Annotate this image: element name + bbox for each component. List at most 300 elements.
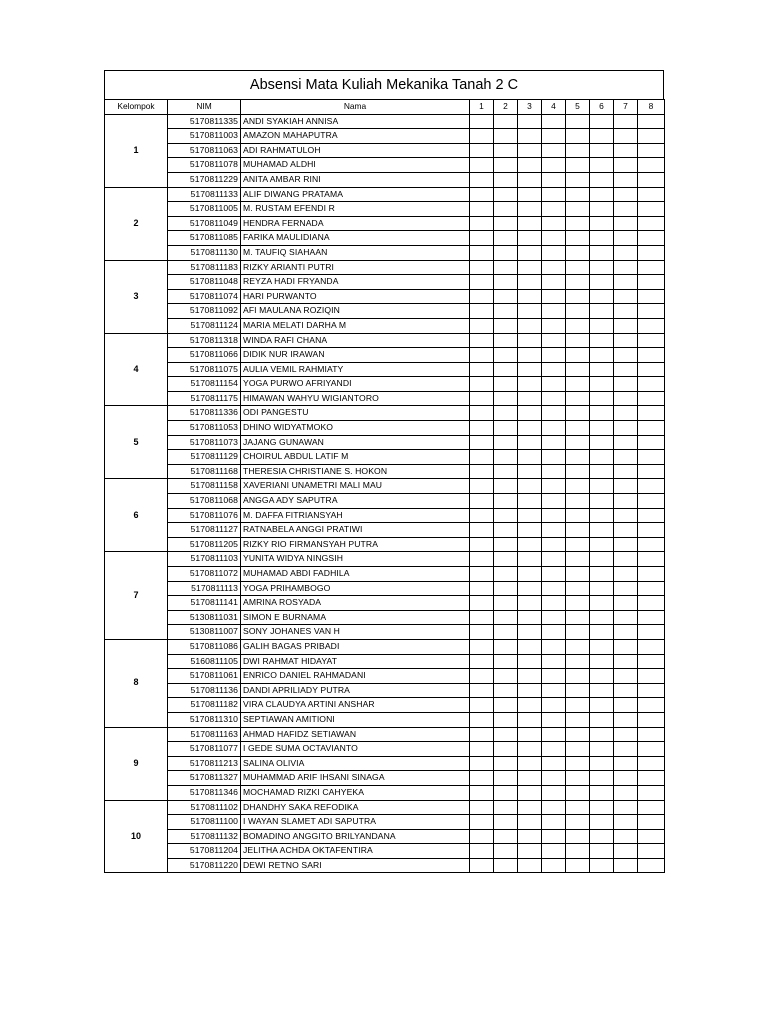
attendance-cell-session-2[interactable] <box>494 537 518 552</box>
attendance-cell-session-3[interactable] <box>518 771 542 786</box>
attendance-cell-session-8[interactable] <box>638 391 665 406</box>
attendance-cell-session-7[interactable] <box>614 275 638 290</box>
attendance-cell-session-2[interactable] <box>494 683 518 698</box>
attendance-cell-session-4[interactable] <box>542 523 566 538</box>
attendance-cell-session-7[interactable] <box>614 815 638 830</box>
attendance-cell-session-7[interactable] <box>614 435 638 450</box>
attendance-cell-session-7[interactable] <box>614 829 638 844</box>
attendance-cell-session-1[interactable] <box>470 464 494 479</box>
attendance-cell-session-5[interactable] <box>566 318 590 333</box>
attendance-cell-session-7[interactable] <box>614 654 638 669</box>
attendance-cell-session-1[interactable] <box>470 756 494 771</box>
attendance-cell-session-1[interactable] <box>470 771 494 786</box>
attendance-cell-session-4[interactable] <box>542 406 566 421</box>
attendance-cell-session-2[interactable] <box>494 800 518 815</box>
attendance-cell-session-1[interactable] <box>470 231 494 246</box>
attendance-cell-session-5[interactable] <box>566 523 590 538</box>
attendance-cell-session-1[interactable] <box>470 625 494 640</box>
attendance-cell-session-6[interactable] <box>590 464 614 479</box>
attendance-cell-session-2[interactable] <box>494 785 518 800</box>
attendance-cell-session-3[interactable] <box>518 858 542 873</box>
attendance-cell-session-8[interactable] <box>638 377 665 392</box>
attendance-cell-session-1[interactable] <box>470 114 494 129</box>
attendance-cell-session-4[interactable] <box>542 275 566 290</box>
attendance-cell-session-4[interactable] <box>542 858 566 873</box>
attendance-cell-session-3[interactable] <box>518 406 542 421</box>
attendance-cell-session-4[interactable] <box>542 508 566 523</box>
attendance-cell-session-8[interactable] <box>638 187 665 202</box>
attendance-cell-session-4[interactable] <box>542 172 566 187</box>
attendance-cell-session-8[interactable] <box>638 406 665 421</box>
attendance-cell-session-5[interactable] <box>566 596 590 611</box>
attendance-cell-session-7[interactable] <box>614 858 638 873</box>
attendance-cell-session-6[interactable] <box>590 742 614 757</box>
attendance-cell-session-1[interactable] <box>470 858 494 873</box>
attendance-cell-session-8[interactable] <box>638 785 665 800</box>
attendance-cell-session-4[interactable] <box>542 231 566 246</box>
attendance-cell-session-5[interactable] <box>566 771 590 786</box>
attendance-cell-session-4[interactable] <box>542 348 566 363</box>
attendance-cell-session-1[interactable] <box>470 406 494 421</box>
attendance-cell-session-8[interactable] <box>638 669 665 684</box>
attendance-cell-session-2[interactable] <box>494 712 518 727</box>
attendance-cell-session-1[interactable] <box>470 815 494 830</box>
attendance-cell-session-1[interactable] <box>470 450 494 465</box>
attendance-cell-session-5[interactable] <box>566 567 590 582</box>
attendance-cell-session-4[interactable] <box>542 479 566 494</box>
attendance-cell-session-2[interactable] <box>494 610 518 625</box>
attendance-cell-session-8[interactable] <box>638 771 665 786</box>
attendance-cell-session-4[interactable] <box>542 669 566 684</box>
attendance-cell-session-2[interactable] <box>494 435 518 450</box>
attendance-cell-session-5[interactable] <box>566 143 590 158</box>
attendance-cell-session-6[interactable] <box>590 756 614 771</box>
attendance-cell-session-2[interactable] <box>494 187 518 202</box>
attendance-cell-session-5[interactable] <box>566 114 590 129</box>
attendance-cell-session-4[interactable] <box>542 304 566 319</box>
attendance-cell-session-7[interactable] <box>614 683 638 698</box>
attendance-cell-session-4[interactable] <box>542 829 566 844</box>
attendance-cell-session-3[interactable] <box>518 494 542 509</box>
attendance-cell-session-1[interactable] <box>470 318 494 333</box>
attendance-cell-session-3[interactable] <box>518 712 542 727</box>
attendance-cell-session-1[interactable] <box>470 348 494 363</box>
attendance-cell-session-7[interactable] <box>614 406 638 421</box>
attendance-cell-session-3[interactable] <box>518 172 542 187</box>
attendance-cell-session-6[interactable] <box>590 435 614 450</box>
attendance-cell-session-7[interactable] <box>614 508 638 523</box>
attendance-cell-session-5[interactable] <box>566 654 590 669</box>
attendance-cell-session-4[interactable] <box>542 610 566 625</box>
attendance-cell-session-1[interactable] <box>470 523 494 538</box>
attendance-cell-session-7[interactable] <box>614 523 638 538</box>
attendance-cell-session-6[interactable] <box>590 479 614 494</box>
attendance-cell-session-8[interactable] <box>638 654 665 669</box>
attendance-cell-session-5[interactable] <box>566 756 590 771</box>
attendance-cell-session-1[interactable] <box>470 698 494 713</box>
attendance-cell-session-2[interactable] <box>494 216 518 231</box>
attendance-cell-session-6[interactable] <box>590 800 614 815</box>
attendance-cell-session-1[interactable] <box>470 669 494 684</box>
attendance-cell-session-6[interactable] <box>590 552 614 567</box>
attendance-cell-session-4[interactable] <box>542 596 566 611</box>
attendance-cell-session-7[interactable] <box>614 771 638 786</box>
attendance-cell-session-4[interactable] <box>542 435 566 450</box>
attendance-cell-session-7[interactable] <box>614 727 638 742</box>
attendance-cell-session-4[interactable] <box>542 216 566 231</box>
attendance-cell-session-3[interactable] <box>518 318 542 333</box>
attendance-cell-session-1[interactable] <box>470 260 494 275</box>
attendance-cell-session-1[interactable] <box>470 727 494 742</box>
attendance-cell-session-7[interactable] <box>614 231 638 246</box>
attendance-cell-session-7[interactable] <box>614 391 638 406</box>
attendance-cell-session-6[interactable] <box>590 377 614 392</box>
attendance-cell-session-3[interactable] <box>518 275 542 290</box>
attendance-cell-session-6[interactable] <box>590 523 614 538</box>
attendance-cell-session-6[interactable] <box>590 815 614 830</box>
attendance-cell-session-3[interactable] <box>518 742 542 757</box>
attendance-cell-session-5[interactable] <box>566 844 590 859</box>
attendance-cell-session-1[interactable] <box>470 362 494 377</box>
attendance-cell-session-5[interactable] <box>566 450 590 465</box>
attendance-cell-session-3[interactable] <box>518 785 542 800</box>
attendance-cell-session-2[interactable] <box>494 567 518 582</box>
attendance-cell-session-5[interactable] <box>566 800 590 815</box>
attendance-cell-session-6[interactable] <box>590 114 614 129</box>
attendance-cell-session-5[interactable] <box>566 464 590 479</box>
attendance-cell-session-6[interactable] <box>590 450 614 465</box>
attendance-cell-session-5[interactable] <box>566 348 590 363</box>
attendance-cell-session-5[interactable] <box>566 406 590 421</box>
attendance-cell-session-4[interactable] <box>542 815 566 830</box>
attendance-cell-session-3[interactable] <box>518 435 542 450</box>
attendance-cell-session-5[interactable] <box>566 129 590 144</box>
attendance-cell-session-2[interactable] <box>494 172 518 187</box>
attendance-cell-session-5[interactable] <box>566 245 590 260</box>
attendance-cell-session-8[interactable] <box>638 464 665 479</box>
attendance-cell-session-7[interactable] <box>614 581 638 596</box>
attendance-cell-session-2[interactable] <box>494 771 518 786</box>
attendance-cell-session-5[interactable] <box>566 639 590 654</box>
attendance-cell-session-2[interactable] <box>494 362 518 377</box>
attendance-cell-session-5[interactable] <box>566 712 590 727</box>
attendance-cell-session-7[interactable] <box>614 625 638 640</box>
attendance-cell-session-1[interactable] <box>470 712 494 727</box>
attendance-cell-session-3[interactable] <box>518 698 542 713</box>
attendance-cell-session-5[interactable] <box>566 391 590 406</box>
attendance-cell-session-4[interactable] <box>542 494 566 509</box>
attendance-cell-session-3[interactable] <box>518 727 542 742</box>
attendance-cell-session-6[interactable] <box>590 567 614 582</box>
attendance-cell-session-2[interactable] <box>494 844 518 859</box>
attendance-cell-session-5[interactable] <box>566 377 590 392</box>
attendance-cell-session-8[interactable] <box>638 450 665 465</box>
attendance-cell-session-7[interactable] <box>614 742 638 757</box>
attendance-cell-session-1[interactable] <box>470 129 494 144</box>
attendance-cell-session-7[interactable] <box>614 756 638 771</box>
attendance-cell-session-8[interactable] <box>638 639 665 654</box>
attendance-cell-session-3[interactable] <box>518 289 542 304</box>
attendance-cell-session-4[interactable] <box>542 698 566 713</box>
attendance-cell-session-7[interactable] <box>614 698 638 713</box>
attendance-cell-session-8[interactable] <box>638 581 665 596</box>
attendance-cell-session-7[interactable] <box>614 567 638 582</box>
attendance-cell-session-6[interactable] <box>590 406 614 421</box>
attendance-cell-session-8[interactable] <box>638 756 665 771</box>
attendance-cell-session-7[interactable] <box>614 596 638 611</box>
attendance-cell-session-6[interactable] <box>590 333 614 348</box>
attendance-cell-session-4[interactable] <box>542 639 566 654</box>
attendance-cell-session-2[interactable] <box>494 348 518 363</box>
attendance-cell-session-5[interactable] <box>566 158 590 173</box>
attendance-cell-session-6[interactable] <box>590 143 614 158</box>
attendance-cell-session-1[interactable] <box>470 377 494 392</box>
attendance-cell-session-7[interactable] <box>614 216 638 231</box>
attendance-cell-session-1[interactable] <box>470 742 494 757</box>
attendance-cell-session-1[interactable] <box>470 216 494 231</box>
attendance-cell-session-4[interactable] <box>542 202 566 217</box>
attendance-cell-session-2[interactable] <box>494 391 518 406</box>
attendance-cell-session-8[interactable] <box>638 523 665 538</box>
attendance-cell-session-5[interactable] <box>566 698 590 713</box>
attendance-cell-session-8[interactable] <box>638 318 665 333</box>
attendance-cell-session-8[interactable] <box>638 143 665 158</box>
attendance-cell-session-1[interactable] <box>470 508 494 523</box>
attendance-cell-session-2[interactable] <box>494 289 518 304</box>
attendance-cell-session-1[interactable] <box>470 172 494 187</box>
attendance-cell-session-3[interactable] <box>518 362 542 377</box>
attendance-cell-session-5[interactable] <box>566 289 590 304</box>
attendance-cell-session-6[interactable] <box>590 318 614 333</box>
attendance-cell-session-4[interactable] <box>542 537 566 552</box>
attendance-cell-session-5[interactable] <box>566 479 590 494</box>
attendance-cell-session-6[interactable] <box>590 289 614 304</box>
attendance-cell-session-6[interactable] <box>590 421 614 436</box>
attendance-cell-session-6[interactable] <box>590 245 614 260</box>
attendance-cell-session-4[interactable] <box>542 785 566 800</box>
attendance-cell-session-5[interactable] <box>566 829 590 844</box>
attendance-cell-session-8[interactable] <box>638 158 665 173</box>
attendance-cell-session-6[interactable] <box>590 172 614 187</box>
attendance-cell-session-7[interactable] <box>614 260 638 275</box>
attendance-cell-session-3[interactable] <box>518 829 542 844</box>
attendance-cell-session-8[interactable] <box>638 275 665 290</box>
attendance-cell-session-1[interactable] <box>470 683 494 698</box>
attendance-cell-session-4[interactable] <box>542 581 566 596</box>
attendance-cell-session-6[interactable] <box>590 654 614 669</box>
attendance-cell-session-1[interactable] <box>470 479 494 494</box>
attendance-cell-session-2[interactable] <box>494 552 518 567</box>
attendance-cell-session-5[interactable] <box>566 508 590 523</box>
attendance-cell-session-3[interactable] <box>518 552 542 567</box>
attendance-cell-session-1[interactable] <box>470 654 494 669</box>
attendance-cell-session-2[interactable] <box>494 231 518 246</box>
attendance-cell-session-3[interactable] <box>518 537 542 552</box>
attendance-cell-session-7[interactable] <box>614 464 638 479</box>
attendance-cell-session-5[interactable] <box>566 537 590 552</box>
attendance-cell-session-4[interactable] <box>542 654 566 669</box>
attendance-cell-session-7[interactable] <box>614 187 638 202</box>
attendance-cell-session-2[interactable] <box>494 479 518 494</box>
attendance-cell-session-1[interactable] <box>470 639 494 654</box>
attendance-cell-session-2[interactable] <box>494 596 518 611</box>
attendance-cell-session-8[interactable] <box>638 202 665 217</box>
attendance-cell-session-6[interactable] <box>590 610 614 625</box>
attendance-cell-session-6[interactable] <box>590 625 614 640</box>
attendance-cell-session-5[interactable] <box>566 727 590 742</box>
attendance-cell-session-3[interactable] <box>518 683 542 698</box>
attendance-cell-session-3[interactable] <box>518 800 542 815</box>
attendance-cell-session-4[interactable] <box>542 333 566 348</box>
attendance-cell-session-6[interactable] <box>590 216 614 231</box>
attendance-cell-session-4[interactable] <box>542 289 566 304</box>
attendance-cell-session-8[interactable] <box>638 610 665 625</box>
attendance-cell-session-8[interactable] <box>638 129 665 144</box>
attendance-cell-session-2[interactable] <box>494 464 518 479</box>
attendance-cell-session-2[interactable] <box>494 727 518 742</box>
attendance-cell-session-3[interactable] <box>518 216 542 231</box>
attendance-cell-session-7[interactable] <box>614 202 638 217</box>
attendance-cell-session-4[interactable] <box>542 421 566 436</box>
attendance-cell-session-4[interactable] <box>542 187 566 202</box>
attendance-cell-session-8[interactable] <box>638 829 665 844</box>
attendance-cell-session-5[interactable] <box>566 260 590 275</box>
attendance-cell-session-8[interactable] <box>638 858 665 873</box>
attendance-cell-session-5[interactable] <box>566 610 590 625</box>
attendance-cell-session-3[interactable] <box>518 654 542 669</box>
attendance-cell-session-2[interactable] <box>494 494 518 509</box>
attendance-cell-session-3[interactable] <box>518 158 542 173</box>
attendance-cell-session-8[interactable] <box>638 304 665 319</box>
attendance-cell-session-8[interactable] <box>638 216 665 231</box>
attendance-cell-session-7[interactable] <box>614 245 638 260</box>
attendance-cell-session-8[interactable] <box>638 435 665 450</box>
attendance-cell-session-2[interactable] <box>494 829 518 844</box>
attendance-cell-session-2[interactable] <box>494 245 518 260</box>
attendance-cell-session-5[interactable] <box>566 494 590 509</box>
attendance-cell-session-2[interactable] <box>494 639 518 654</box>
attendance-cell-session-1[interactable] <box>470 552 494 567</box>
attendance-cell-session-4[interactable] <box>542 158 566 173</box>
attendance-cell-session-8[interactable] <box>638 596 665 611</box>
attendance-cell-session-2[interactable] <box>494 114 518 129</box>
attendance-cell-session-5[interactable] <box>566 858 590 873</box>
attendance-cell-session-5[interactable] <box>566 581 590 596</box>
attendance-cell-session-7[interactable] <box>614 172 638 187</box>
attendance-cell-session-7[interactable] <box>614 479 638 494</box>
attendance-cell-session-4[interactable] <box>542 844 566 859</box>
attendance-cell-session-7[interactable] <box>614 114 638 129</box>
attendance-cell-session-8[interactable] <box>638 537 665 552</box>
attendance-cell-session-7[interactable] <box>614 362 638 377</box>
attendance-cell-session-1[interactable] <box>470 187 494 202</box>
attendance-cell-session-7[interactable] <box>614 712 638 727</box>
attendance-cell-session-6[interactable] <box>590 537 614 552</box>
attendance-cell-session-6[interactable] <box>590 187 614 202</box>
attendance-cell-session-5[interactable] <box>566 552 590 567</box>
attendance-cell-session-3[interactable] <box>518 143 542 158</box>
attendance-cell-session-5[interactable] <box>566 669 590 684</box>
attendance-cell-session-4[interactable] <box>542 800 566 815</box>
attendance-cell-session-6[interactable] <box>590 275 614 290</box>
attendance-cell-session-5[interactable] <box>566 304 590 319</box>
attendance-cell-session-4[interactable] <box>542 727 566 742</box>
attendance-cell-session-6[interactable] <box>590 348 614 363</box>
attendance-cell-session-8[interactable] <box>638 742 665 757</box>
attendance-cell-session-4[interactable] <box>542 712 566 727</box>
attendance-cell-session-7[interactable] <box>614 377 638 392</box>
attendance-cell-session-4[interactable] <box>542 552 566 567</box>
attendance-cell-session-4[interactable] <box>542 771 566 786</box>
attendance-cell-session-2[interactable] <box>494 202 518 217</box>
attendance-cell-session-2[interactable] <box>494 523 518 538</box>
attendance-cell-session-3[interactable] <box>518 245 542 260</box>
attendance-cell-session-1[interactable] <box>470 158 494 173</box>
attendance-cell-session-5[interactable] <box>566 742 590 757</box>
attendance-cell-session-6[interactable] <box>590 844 614 859</box>
attendance-cell-session-2[interactable] <box>494 158 518 173</box>
attendance-cell-session-8[interactable] <box>638 712 665 727</box>
attendance-cell-session-8[interactable] <box>638 421 665 436</box>
attendance-cell-session-3[interactable] <box>518 581 542 596</box>
attendance-cell-session-1[interactable] <box>470 596 494 611</box>
attendance-cell-session-3[interactable] <box>518 333 542 348</box>
attendance-cell-session-8[interactable] <box>638 698 665 713</box>
attendance-cell-session-5[interactable] <box>566 362 590 377</box>
attendance-cell-session-2[interactable] <box>494 275 518 290</box>
attendance-cell-session-3[interactable] <box>518 464 542 479</box>
attendance-cell-session-3[interactable] <box>518 231 542 246</box>
attendance-cell-session-8[interactable] <box>638 815 665 830</box>
attendance-cell-session-6[interactable] <box>590 304 614 319</box>
attendance-cell-session-8[interactable] <box>638 800 665 815</box>
attendance-cell-session-1[interactable] <box>470 275 494 290</box>
attendance-cell-session-7[interactable] <box>614 143 638 158</box>
attendance-cell-session-4[interactable] <box>542 318 566 333</box>
attendance-cell-session-4[interactable] <box>542 742 566 757</box>
attendance-cell-session-7[interactable] <box>614 348 638 363</box>
attendance-cell-session-2[interactable] <box>494 333 518 348</box>
attendance-cell-session-7[interactable] <box>614 844 638 859</box>
attendance-cell-session-8[interactable] <box>638 567 665 582</box>
attendance-cell-session-4[interactable] <box>542 362 566 377</box>
attendance-cell-session-3[interactable] <box>518 508 542 523</box>
attendance-cell-session-8[interactable] <box>638 289 665 304</box>
attendance-cell-session-6[interactable] <box>590 698 614 713</box>
attendance-cell-session-1[interactable] <box>470 333 494 348</box>
attendance-cell-session-6[interactable] <box>590 785 614 800</box>
attendance-cell-session-3[interactable] <box>518 202 542 217</box>
attendance-cell-session-6[interactable] <box>590 858 614 873</box>
attendance-cell-session-7[interactable] <box>614 639 638 654</box>
attendance-cell-session-1[interactable] <box>470 844 494 859</box>
attendance-cell-session-3[interactable] <box>518 610 542 625</box>
attendance-cell-session-2[interactable] <box>494 625 518 640</box>
attendance-cell-session-2[interactable] <box>494 129 518 144</box>
attendance-cell-session-4[interactable] <box>542 143 566 158</box>
attendance-cell-session-3[interactable] <box>518 348 542 363</box>
attendance-cell-session-2[interactable] <box>494 406 518 421</box>
attendance-cell-session-6[interactable] <box>590 129 614 144</box>
attendance-cell-session-8[interactable] <box>638 552 665 567</box>
attendance-cell-session-1[interactable] <box>470 581 494 596</box>
attendance-cell-session-2[interactable] <box>494 669 518 684</box>
attendance-cell-session-3[interactable] <box>518 639 542 654</box>
attendance-cell-session-1[interactable] <box>470 785 494 800</box>
attendance-cell-session-8[interactable] <box>638 114 665 129</box>
attendance-cell-session-2[interactable] <box>494 304 518 319</box>
attendance-cell-session-4[interactable] <box>542 756 566 771</box>
